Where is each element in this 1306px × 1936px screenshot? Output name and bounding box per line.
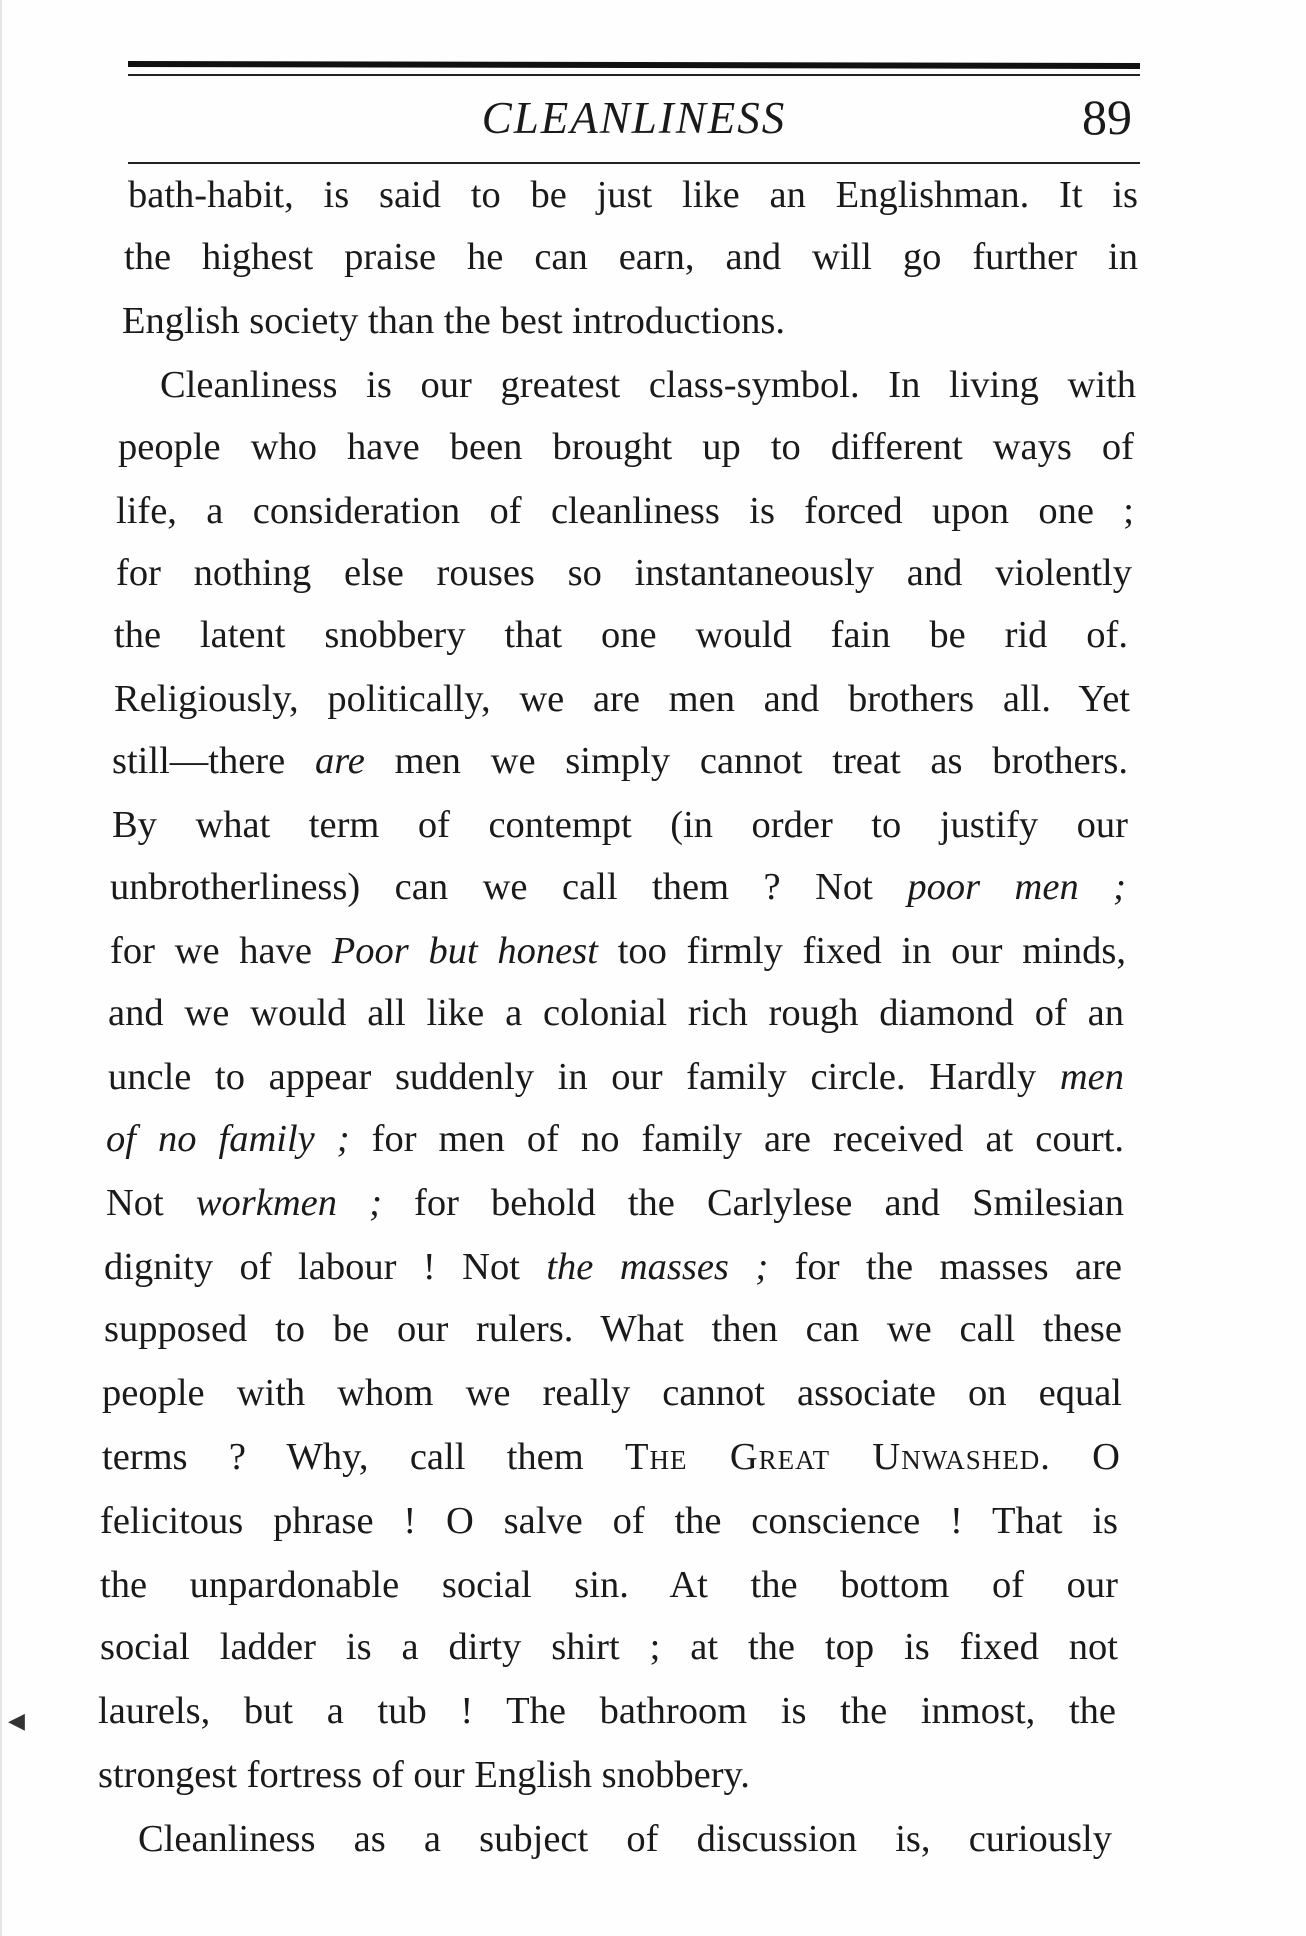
text-line — [112, 736, 1128, 786]
margin-mark-icon: ◀ — [8, 1708, 25, 1733]
italic-phrase: are — [314, 740, 365, 782]
italic-phrase: workmen ; — [195, 1182, 382, 1224]
text-run: for we have — [110, 930, 332, 972]
small-caps-phrase: The Great Unwashed. — [625, 1436, 1051, 1478]
text-run: terms ? Why, call them — [102, 1436, 625, 1478]
text-line — [108, 1052, 1124, 1102]
text-line — [118, 422, 1134, 472]
text-run: men we simply cannot treat as brothers. — [364, 740, 1128, 782]
text-run: Religiously, politically, we are men and brothers all. Yet — [114, 678, 1130, 720]
header-thin-rule-top — [128, 74, 1140, 76]
text-run: O — [1050, 1436, 1120, 1478]
text-line — [112, 800, 1128, 850]
text-run: for men of no family are received at court. — [349, 1118, 1124, 1160]
text-line — [102, 1432, 1120, 1482]
text-run: English society than the best introductions. — [122, 300, 785, 342]
text-line — [104, 1242, 1122, 1292]
text-run: social ladder is a dirty shirt ; at the top is fixed not — [100, 1626, 1118, 1668]
header-thin-rule-bottom — [128, 162, 1140, 164]
text-line — [110, 862, 1126, 912]
text-line — [122, 296, 900, 346]
text-run: for nothing else rouses so instantaneously and violently — [116, 552, 1132, 594]
text-run: too firmly fixed in our minds, — [597, 930, 1126, 972]
text-line — [110, 926, 1126, 976]
italic-phrase: men — [1059, 1056, 1124, 1098]
text-line — [114, 674, 1130, 724]
text-run: Cleanliness as a subject of discussion is, curiously — [138, 1818, 1112, 1860]
italic-phrase: Poor but honest — [331, 930, 598, 972]
text-line — [124, 232, 1138, 282]
text-run: people who have been brought up to different ways of — [118, 426, 1134, 468]
italic-phrase: poor men ; — [907, 866, 1126, 908]
text-run: unbrotherliness) can we call them ? Not — [110, 866, 908, 908]
text-line — [128, 170, 1138, 220]
running-title: CLEANLINESS — [481, 93, 787, 143]
text-run: strongest fortress of our English snobbery. — [98, 1754, 750, 1796]
page-edge — [0, 0, 2, 1936]
text-line — [100, 1496, 1118, 1546]
italic-phrase: the masses ; — [546, 1246, 769, 1288]
text-line — [106, 1114, 1124, 1164]
text-run: supposed to be our rulers. What then can we call these — [104, 1308, 1122, 1350]
text-run: Not — [106, 1182, 196, 1224]
text-run: felicitous phrase ! O salve of the conscience ! That is — [100, 1500, 1118, 1542]
text-line — [98, 1686, 1116, 1736]
text-line — [100, 1622, 1118, 1672]
header-thick-rule — [128, 61, 1140, 69]
text-line — [106, 1178, 1124, 1228]
text-run: for behold the Carlylese and Smilesian — [381, 1182, 1125, 1224]
text-run: laurels, but a tub ! The bathroom is the inmost, the — [98, 1690, 1116, 1732]
text-run: life, a consideration of cleanliness is forced upon one ; — [116, 490, 1134, 532]
text-run: dignity of labour ! Not — [104, 1246, 547, 1288]
italic-phrase: of no family ; — [106, 1118, 350, 1160]
text-run: and we would all like a colonial rich rough diamond of an — [108, 992, 1124, 1034]
text-line — [108, 988, 1124, 1038]
text-line — [104, 1304, 1122, 1354]
text-run: the latent snobbery that one would fain be rid of. — [114, 614, 1128, 656]
text-run: the unpardonable social sin. At the bottom of our — [100, 1564, 1118, 1606]
text-line — [160, 360, 1136, 410]
text-line — [116, 486, 1134, 536]
text-run: for the masses are — [768, 1246, 1122, 1288]
text-run: bath-habit, is said to be just like an Englishman. It is — [128, 174, 1138, 216]
running-head — [128, 86, 1140, 156]
text-line — [114, 610, 1128, 660]
text-line — [100, 1560, 1118, 1610]
text-run: Cleanliness is our greatest class-symbol. In living with — [160, 364, 1136, 406]
page-number: 89 — [1082, 89, 1132, 145]
text-run: the highest praise he can earn, and will go further in — [124, 236, 1138, 278]
text-line — [98, 1750, 870, 1800]
text-line — [138, 1814, 1112, 1864]
text-run: people with whom we really cannot associate on equal — [102, 1372, 1122, 1414]
text-run: still—there — [112, 740, 315, 782]
text-line — [102, 1368, 1122, 1418]
text-run: By what term of contempt (in order to justify our — [112, 804, 1128, 846]
text-run: uncle to appear suddenly in our family circle. Hardly — [108, 1056, 1060, 1098]
text-line — [116, 548, 1132, 598]
